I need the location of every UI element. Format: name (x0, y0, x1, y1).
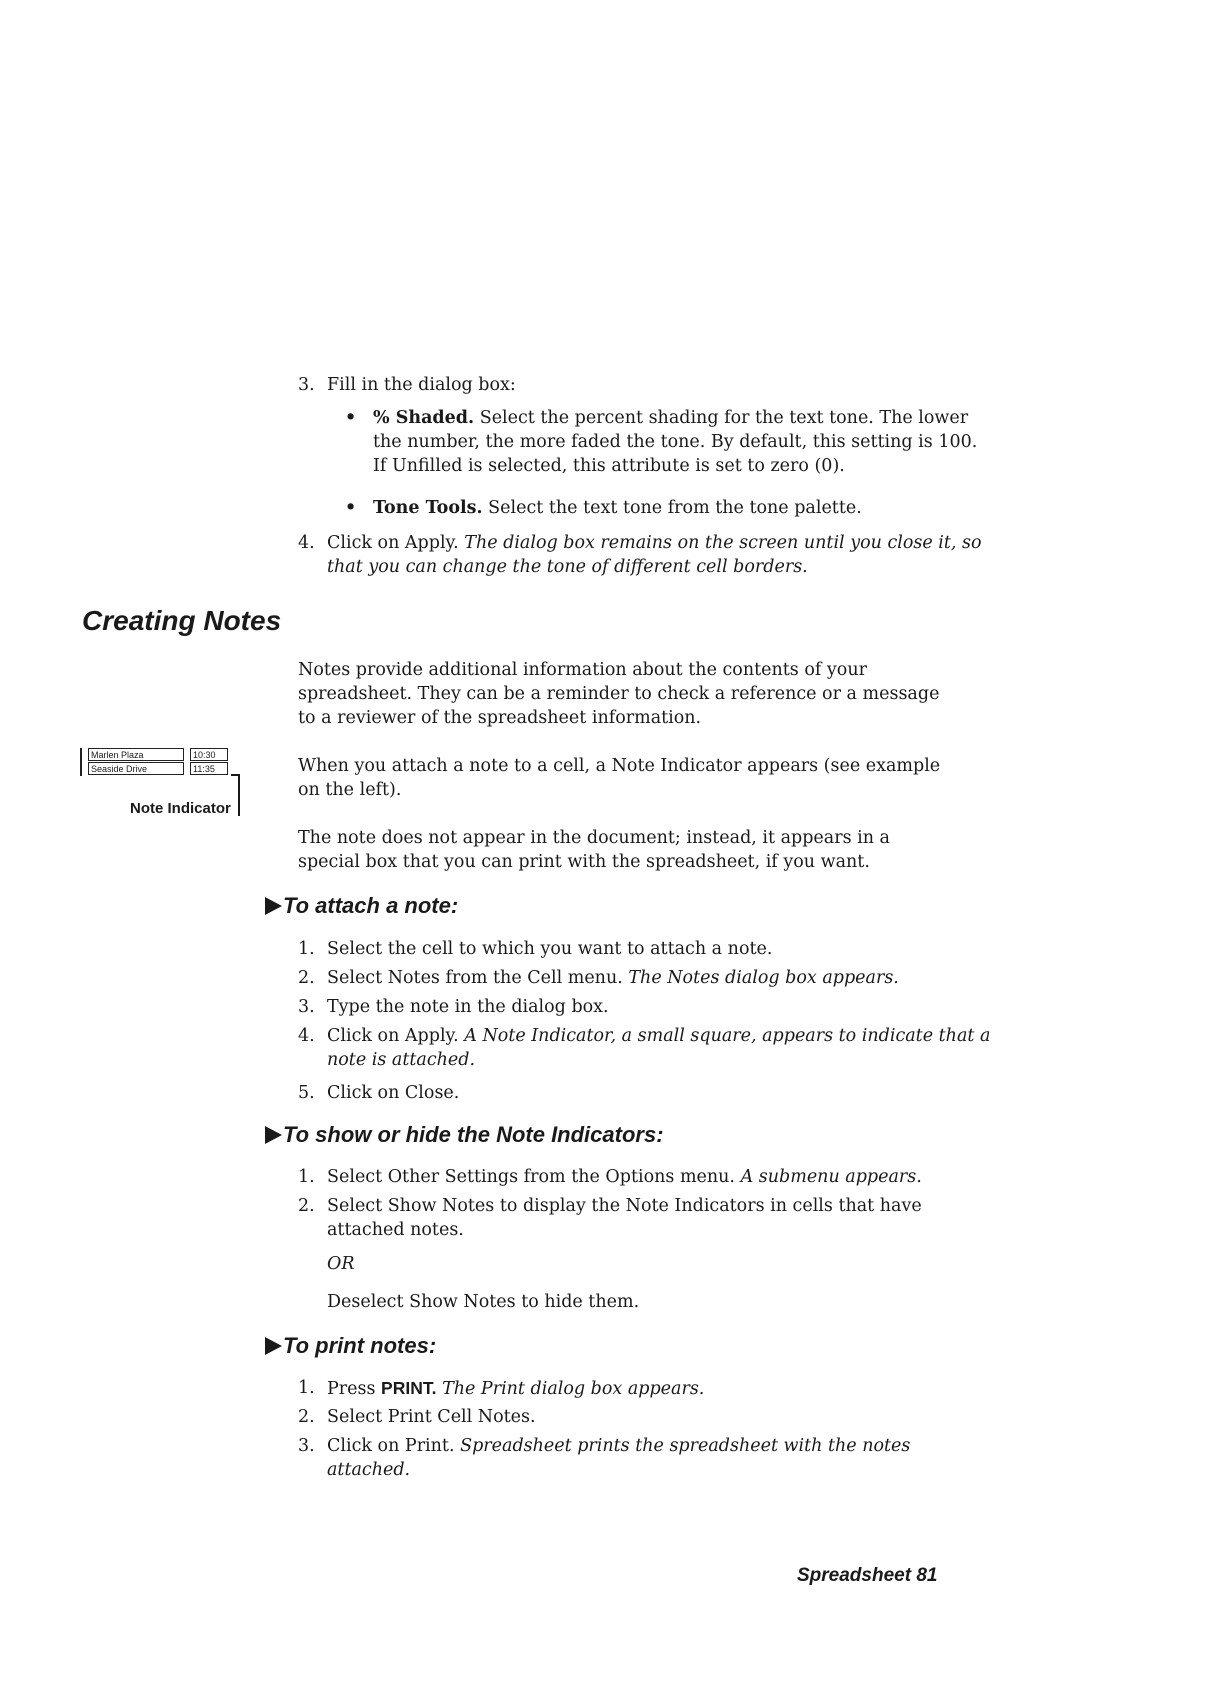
step-instruction: Select Other Settings from the Options menu. (327, 1167, 735, 1187)
page-footer: Spreadsheet 81 (797, 1565, 938, 1586)
step-number: 2. (298, 1196, 315, 1216)
arrow-right-icon (265, 1126, 282, 1144)
step-text (327, 1376, 997, 1401)
step-result: The dialog box remains on the screen until you close it, so that you can change the tone of different cell borders. (327, 533, 982, 577)
bullet-dot: • (345, 498, 357, 518)
step-instruction: Select Show Notes to display the Note Indicators in cells that have attached notes. (327, 1196, 922, 1240)
step-result: The Notes dialog box appears. (628, 968, 899, 988)
step-instruction: Select Notes from the Cell menu. (327, 968, 623, 988)
step-number: 3. (298, 375, 315, 395)
step-result: A Note Indicator, a small square, appears to indicate that a note is attached. (327, 1026, 991, 1070)
step-instruction: Click on Apply. (327, 533, 459, 553)
step-number: 1. (298, 1167, 315, 1187)
note-indicator-figure (80, 748, 250, 822)
step-result: Spreadsheet prints the spreadsheet with the notes attached. (327, 1436, 911, 1480)
step-result: The Print dialog box appears. (442, 1379, 705, 1399)
bullet-text (373, 406, 993, 478)
step-text (327, 1434, 997, 1482)
bullet-label: % Shaded. (373, 408, 475, 428)
step-text (327, 1165, 997, 1189)
step-number: 4. (298, 1026, 315, 1046)
step-text (327, 531, 997, 579)
step-result: A submenu appears. (740, 1167, 922, 1187)
figure-gridline (80, 748, 82, 776)
figure-row (80, 748, 240, 761)
or-label: OR (327, 1254, 355, 1274)
step-text (327, 1024, 997, 1072)
step-number: 2. (298, 968, 315, 988)
step-number: 2. (298, 1407, 315, 1427)
step-text: Fill in the dialog box: (327, 375, 516, 395)
step-number: 5. (298, 1083, 315, 1103)
deselect-instruction: Deselect Show Notes to hide them. (327, 1292, 640, 1312)
step-text (327, 1081, 997, 1105)
step-instruction: Select the cell to which you want to attach a note. (327, 939, 773, 959)
figure-row (80, 762, 240, 775)
bullet-dot: • (345, 408, 357, 428)
procedure-title: To print notes: (283, 1333, 437, 1358)
step-text (327, 937, 997, 961)
arrow-right-icon (265, 1337, 282, 1355)
step-instruction: Select Print Cell Notes. (327, 1407, 536, 1427)
procedure-title: To attach a note: (283, 893, 459, 918)
paragraph-note-indicator: When you attach a note to a cell, a Note Indicator appears (see example on the left). (298, 756, 941, 800)
figure-caption: Note Indicator (130, 800, 231, 817)
bullet-description: Select the percent shading for the text tone. The lower the number, the more faded the tone. By default, this setting is 100. If Unfilled is selected, this attribute is set to zero (0). (373, 408, 978, 476)
procedure-title: To show or hide the Note Indicators: (283, 1122, 664, 1147)
step-text (327, 1405, 997, 1429)
figure-cell-time: 11:35 (190, 762, 228, 775)
figure-cell-name: Marlen Plaza (88, 748, 184, 761)
step-text (327, 1194, 927, 1242)
step-number: 3. (298, 997, 315, 1017)
step-instruction: Click on Print. (327, 1436, 455, 1456)
print-key-label: PRINT. (381, 1378, 437, 1398)
step-instruction: Type the note in the dialog box. (327, 997, 609, 1017)
step-text (327, 995, 997, 1019)
procedure-heading-print-notes (265, 1332, 436, 1360)
step-number: 1. (298, 1378, 315, 1398)
step-number: 1. (298, 939, 315, 959)
arrow-right-icon (265, 897, 282, 915)
step-number: 4. (298, 533, 315, 553)
figure-cell-name: Seaside Drive (88, 762, 184, 775)
procedure-heading-attach-note (265, 892, 458, 920)
figure-cell-time: 10:30 (190, 748, 228, 761)
step-text (327, 966, 997, 990)
procedure-heading-show-hide (265, 1121, 664, 1149)
step-instruction: Click on Close. (327, 1083, 460, 1103)
bullet-label: Tone Tools. (373, 498, 483, 518)
step-instruction: Press (327, 1379, 376, 1399)
paragraph-notes-intro: Notes provide additional information about the contents of your spreadsheet. They can be a reminder to check a reference or a message to a reviewer of the spreadsheet information. (298, 660, 940, 728)
bullet-description: Select the text tone from the tone palette. (488, 498, 862, 518)
note-indicator-pointer (238, 774, 240, 816)
paragraph-note-printing: The note does not appear in the document; instead, it appears in a special box that you can print with the spreadsheet, if you want. (298, 828, 890, 872)
step-instruction: Click on Apply. (327, 1026, 459, 1046)
bullet-text (373, 496, 993, 520)
step-number: 3. (298, 1436, 315, 1456)
section-heading-creating-notes: Creating Notes (82, 605, 282, 636)
